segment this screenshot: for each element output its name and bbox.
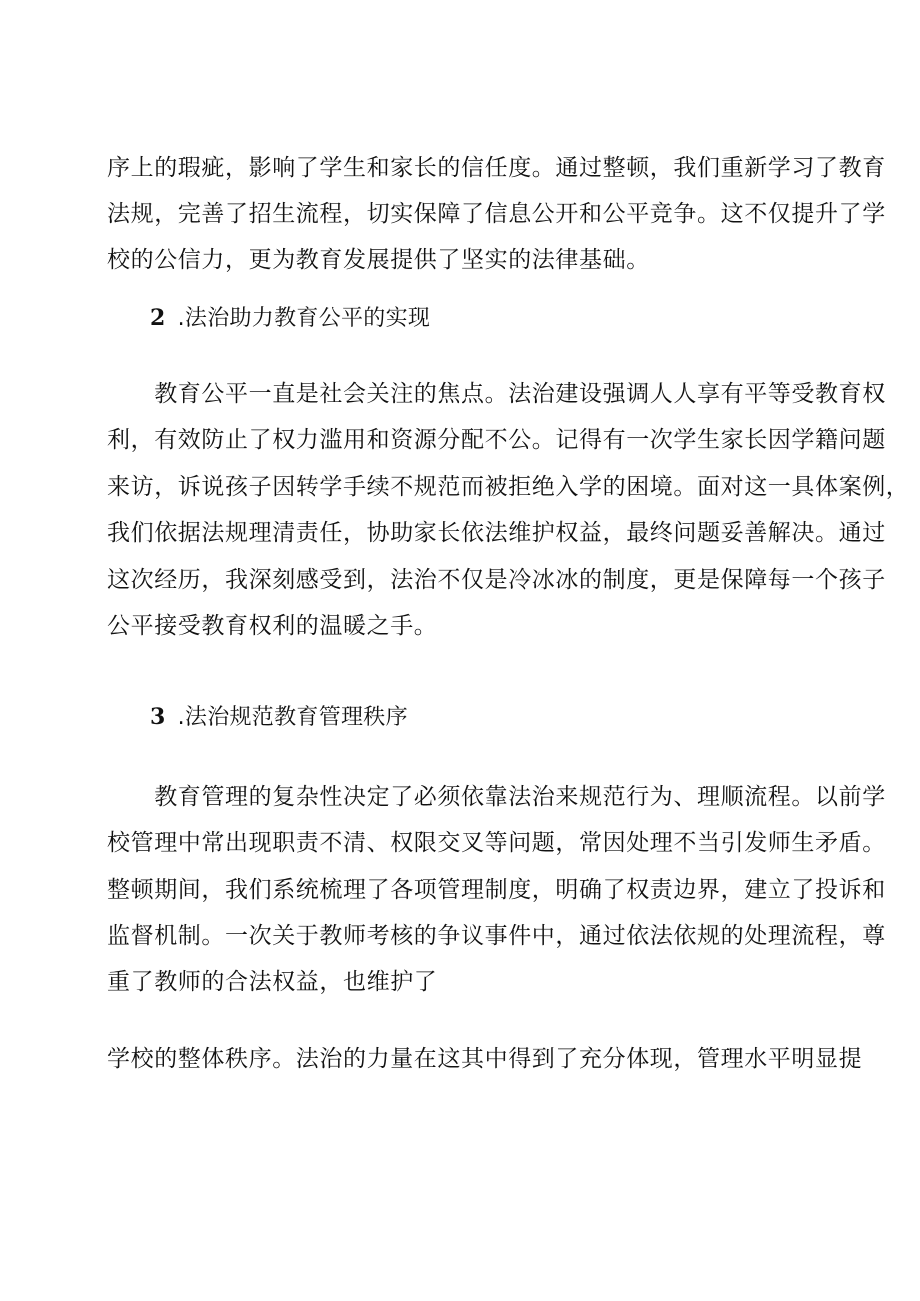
section-2-line-2: 利，有效防止了权力滥用和资源分配不公。记得有一次学生家长因学籍问题 [107,427,886,453]
section-3-line-3: 整顿期间，我们系统梳理了各项管理制度，明确了权责边界，建立了投诉和 [107,877,886,903]
section-3-line-4: 监督机制。一次关于教师考核的争议事件中，通过依法依规的处理流程，尊 [107,923,886,949]
section-2-line-6: 公平接受教育权利的温暖之手。 [107,613,438,639]
section-2-title: .法治助力教育公平的实现 [177,306,431,331]
section-2-line-1: 教育公平一直是社会关注的焦点。法治建设强调人人享有平等受教育权 [107,381,886,407]
section-2-line-3: 来访，诉说孩子因转学手续不规范而被拒绝入学的困境。面对这一具体案例， [107,474,910,500]
section-3-line-5: 重了教师的合法权益，也维护了 [107,969,438,995]
intro-line-2: 法规，完善了招生流程，切实保障了信息公开和公平竞争。这不仅提升了学 [107,201,886,227]
section-3-heading [150,702,408,733]
section-2-heading [150,303,430,334]
section-2-line-5: 这次经历，我深刻感受到，法治不仅是冷冰冰的制度，更是保障每一个孩子 [107,567,886,593]
section-3-line-1: 教育管理的复杂性决定了必须依靠法治来规范行为、理顺流程。以前学 [107,784,886,810]
intro-line-1: 序上的瑕疵，影响了学生和家长的信任度。通过整顿，我们重新学习了教育 [107,155,886,181]
intro-line-3: 校的公信力，更为教育发展提供了坚实的法律基础。 [107,247,650,273]
section-2-number: 2 [150,305,166,331]
section-3-number: 3 [150,704,166,730]
section-3-title: .法治规范教育管理秩序 [177,705,408,730]
section-3-line-2: 校管理中常出现职责不清、权限交叉等问题，常因处理不当引发师生矛盾。 [107,830,886,856]
section-2-line-4: 我们依据法规理清责任，协助家长依法维护权益，最终问题妥善解决。通过 [107,520,886,546]
continuation-line: 学校的整体秩序。法治的力量在这其中得到了充分体现，管理水平明显提 [107,1046,863,1072]
